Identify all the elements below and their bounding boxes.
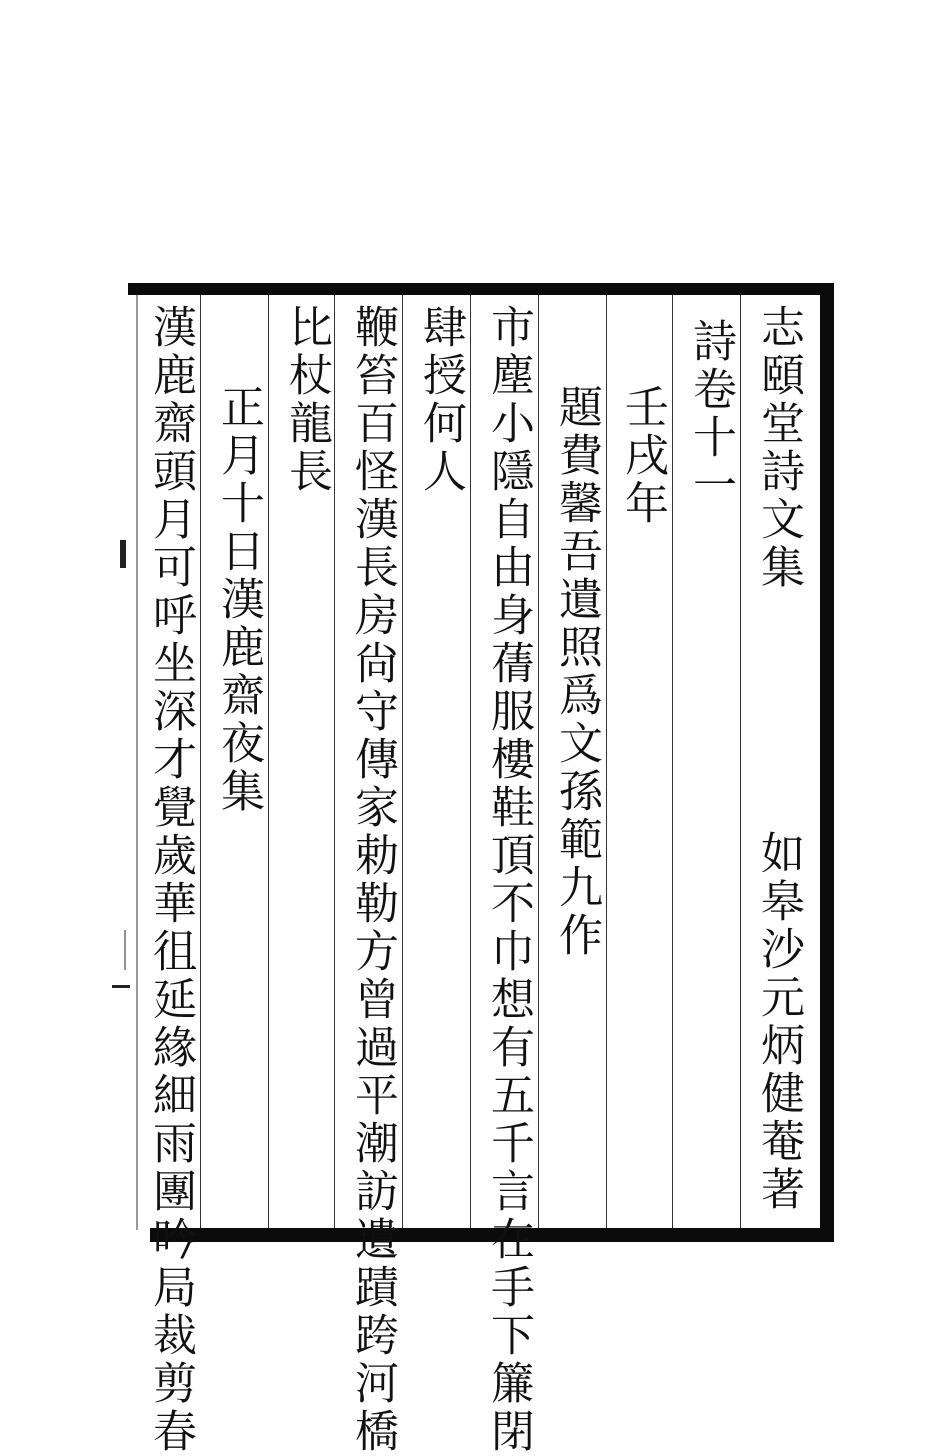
book-title: 志頤堂詩文集 [753, 304, 804, 592]
gutter-mark [112, 985, 130, 988]
frame-left-border [136, 295, 138, 1230]
frame-right-border [820, 283, 834, 1242]
poem-title: 正月十日漢鹿齋夜集 [213, 384, 264, 816]
column-rule [402, 295, 403, 1228]
poem-text-line: 鞭笞百怪漢長房尙守傳家勅勒方曾過平潮訪遺蹟跨河橋 [347, 304, 398, 1456]
column-rule [200, 295, 201, 1228]
column-rule [740, 295, 741, 1228]
volume-heading: 詩卷十一 [685, 318, 736, 510]
author-line: 如皋沙元炳健菴著 [753, 830, 804, 1214]
poem-title: 題費馨吾遺照爲文孫範九作 [551, 384, 602, 960]
poem-text-line: 肆授何人 [415, 304, 466, 496]
year-heading: 壬戌年 [617, 384, 668, 528]
column-rule [334, 295, 335, 1228]
gutter-mark [124, 930, 126, 970]
column-rule [268, 295, 269, 1228]
column-rule [672, 295, 673, 1228]
column-rule [606, 295, 607, 1228]
poem-text-line: 市塵小隱自由身蒨服樓鞋頂不巾想有五千言在手下簾閉 [483, 304, 534, 1456]
column-rule [538, 295, 539, 1228]
poem-text-line: 比杖龍長 [281, 304, 332, 496]
gutter-mark [120, 540, 126, 568]
poem-text-line: 漢鹿齋頭月可呼坐深才覺歲華徂延緣細雨團吟局裁剪春 [145, 304, 196, 1456]
frame-top-border [128, 283, 834, 295]
column-rule [470, 295, 471, 1228]
